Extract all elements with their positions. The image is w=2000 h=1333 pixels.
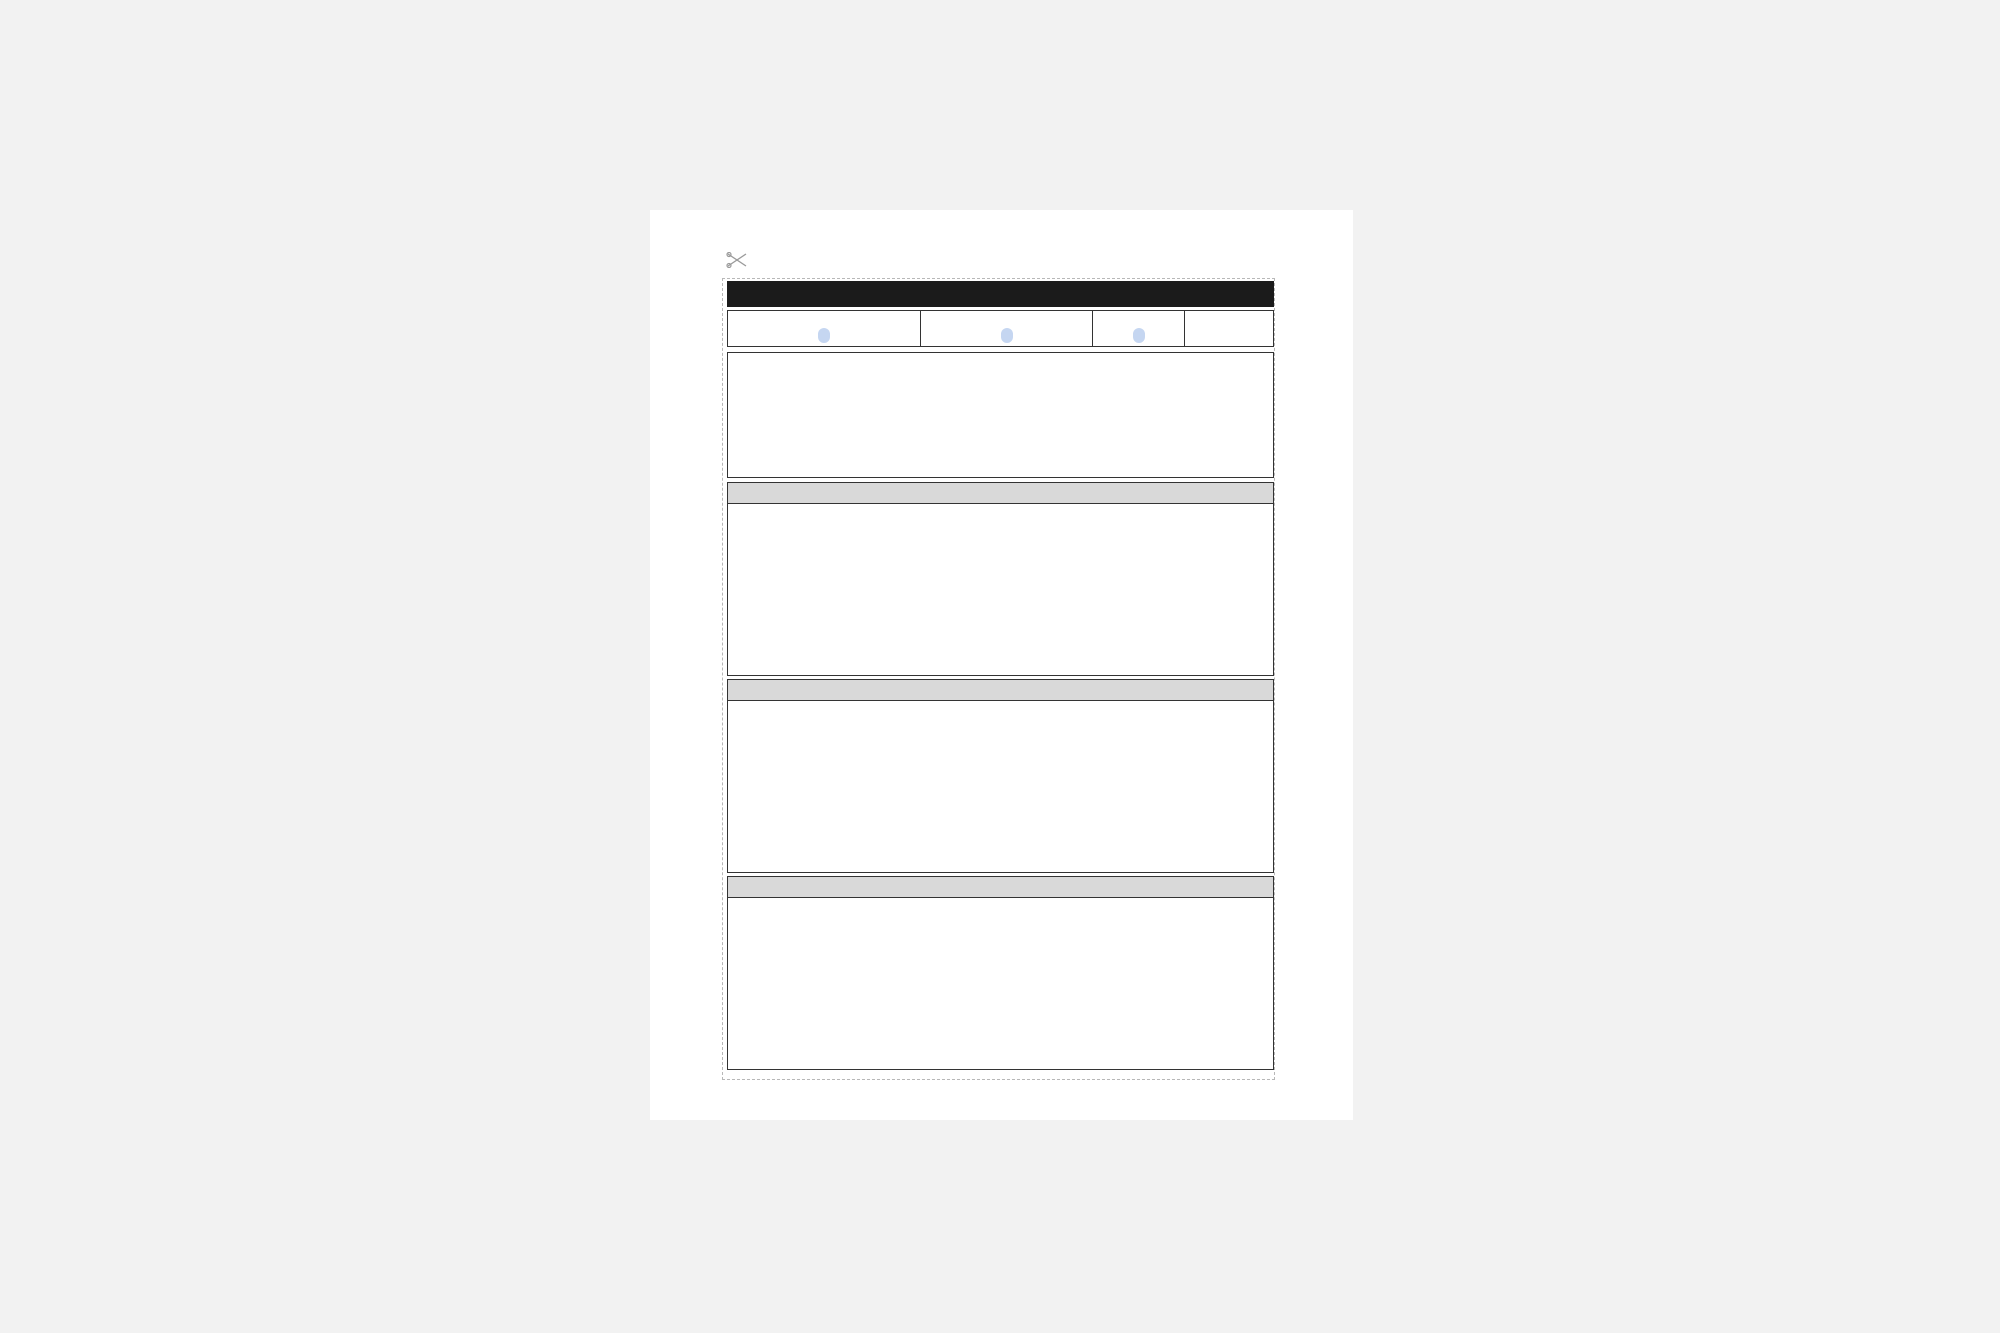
top-section [727,352,1274,478]
dates-value [921,328,1092,343]
section-title [728,680,1273,701]
scissors-icon [726,252,748,268]
weather-label [1185,311,1273,313]
footer [1266,1090,1280,1101]
destination-label [728,311,920,313]
days-value [1093,328,1184,343]
weather-cell [1185,311,1273,346]
destination-cell [728,311,921,346]
section-essentials [727,876,1274,1070]
section-toiletries [727,679,1274,873]
dates-label [921,311,1092,313]
header-bar [727,281,1274,307]
section-clothing [727,482,1274,676]
printable-sheet [650,210,1353,1120]
section-title [728,877,1273,898]
section-title [728,483,1273,504]
days-cell [1093,311,1185,346]
trip-info-row [727,310,1274,347]
dates-cell [921,311,1093,346]
days-label [1093,311,1184,313]
destination-value [728,328,920,343]
